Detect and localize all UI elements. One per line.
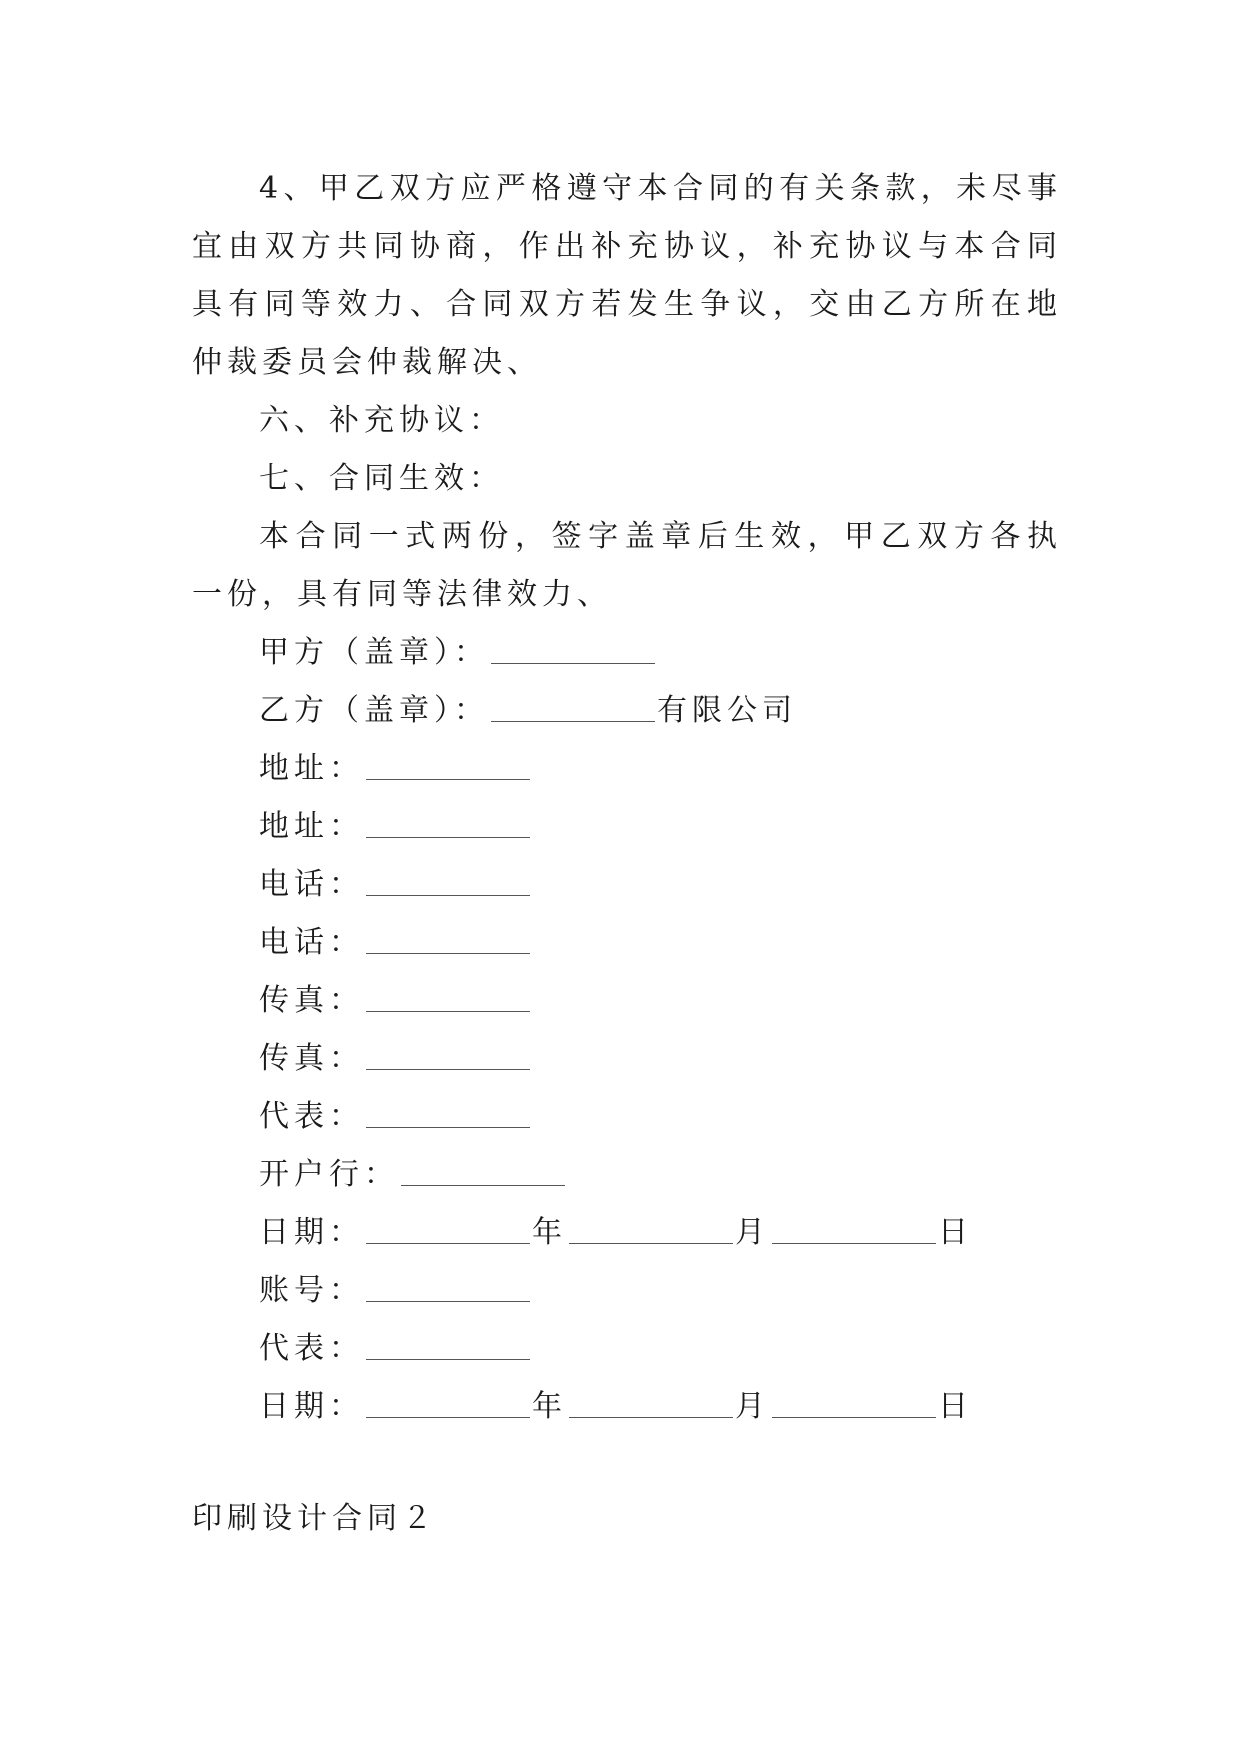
fax-blank — [366, 1010, 530, 1012]
address-label: 地址： — [259, 809, 364, 844]
phone-label: 电话： — [259, 867, 364, 902]
date-label: 日期： — [259, 1215, 364, 1250]
address-line-a — [192, 740, 1062, 798]
year-blank — [366, 1242, 530, 1244]
next-contract-title: 印刷设计合同２ — [192, 1501, 437, 1536]
month-blank — [569, 1242, 733, 1244]
date-line-a — [192, 1204, 1062, 1262]
party-a-label: 甲方（盖章）： — [259, 635, 489, 670]
address-blank — [366, 836, 530, 838]
account-line — [192, 1262, 1062, 1320]
fax-blank — [366, 1068, 530, 1070]
address-blank — [366, 778, 530, 780]
bank-label: 开户行： — [259, 1157, 399, 1192]
month-text: 月 — [735, 1389, 770, 1424]
rep-label: 代表： — [259, 1331, 364, 1366]
phone-label: 电话： — [259, 925, 364, 960]
day-text: 日 — [938, 1389, 973, 1424]
contract-body — [192, 160, 1062, 1436]
party-b-suffix: 有限公司 — [657, 693, 797, 728]
year-blank — [366, 1416, 530, 1418]
bank-blank — [401, 1184, 565, 1186]
phone-blank — [366, 952, 530, 954]
address-line-b — [192, 798, 1062, 856]
month-text: 月 — [735, 1215, 770, 1250]
day-text: 日 — [938, 1215, 973, 1250]
fax-label: 传真： — [259, 1041, 364, 1076]
party-a-blank — [491, 662, 655, 664]
day-blank — [772, 1416, 936, 1418]
party-a-line — [192, 624, 1062, 682]
fax-label: 传真： — [259, 983, 364, 1018]
fax-line-a — [192, 972, 1062, 1030]
date-label: 日期： — [259, 1389, 364, 1424]
rep-line-a — [192, 1088, 1062, 1146]
fax-line-b — [192, 1030, 1062, 1088]
year-text: 年 — [532, 1389, 567, 1424]
date-line-b — [192, 1378, 1062, 1436]
party-b-blank — [491, 720, 655, 722]
address-label: 地址： — [259, 751, 364, 786]
day-blank — [772, 1242, 936, 1244]
rep-blank — [366, 1358, 530, 1360]
phone-blank — [366, 894, 530, 896]
rep-blank — [366, 1126, 530, 1128]
section-7-heading: 七、合同生效： — [259, 461, 504, 496]
account-blank — [366, 1300, 530, 1302]
rep-line-b — [192, 1320, 1062, 1378]
clause-4-paragraph: 4、甲乙双方应严格遵守本合同的有关条款，未尽事宜由双方共同协商，作出补充协议，补充协议与本合同具有同等效力、合同双方若发生争议，交由乙方所在地仲裁委员会仲裁解决、 — [192, 171, 1062, 380]
party-b-label: 乙方（盖章）： — [259, 693, 489, 728]
effect-paragraph: 本合同一式两份，签字盖章后生效，甲乙双方各执一份，具有同等法律效力、 — [192, 519, 1062, 612]
year-text: 年 — [532, 1215, 567, 1250]
bank-line — [192, 1146, 1062, 1204]
section-6-heading: 六、补充协议： — [259, 403, 504, 438]
rep-label: 代表： — [259, 1099, 364, 1134]
account-label: 账号： — [259, 1273, 364, 1308]
phone-line-a — [192, 856, 1062, 914]
party-b-line — [192, 682, 1062, 740]
month-blank — [569, 1416, 733, 1418]
phone-line-b — [192, 914, 1062, 972]
